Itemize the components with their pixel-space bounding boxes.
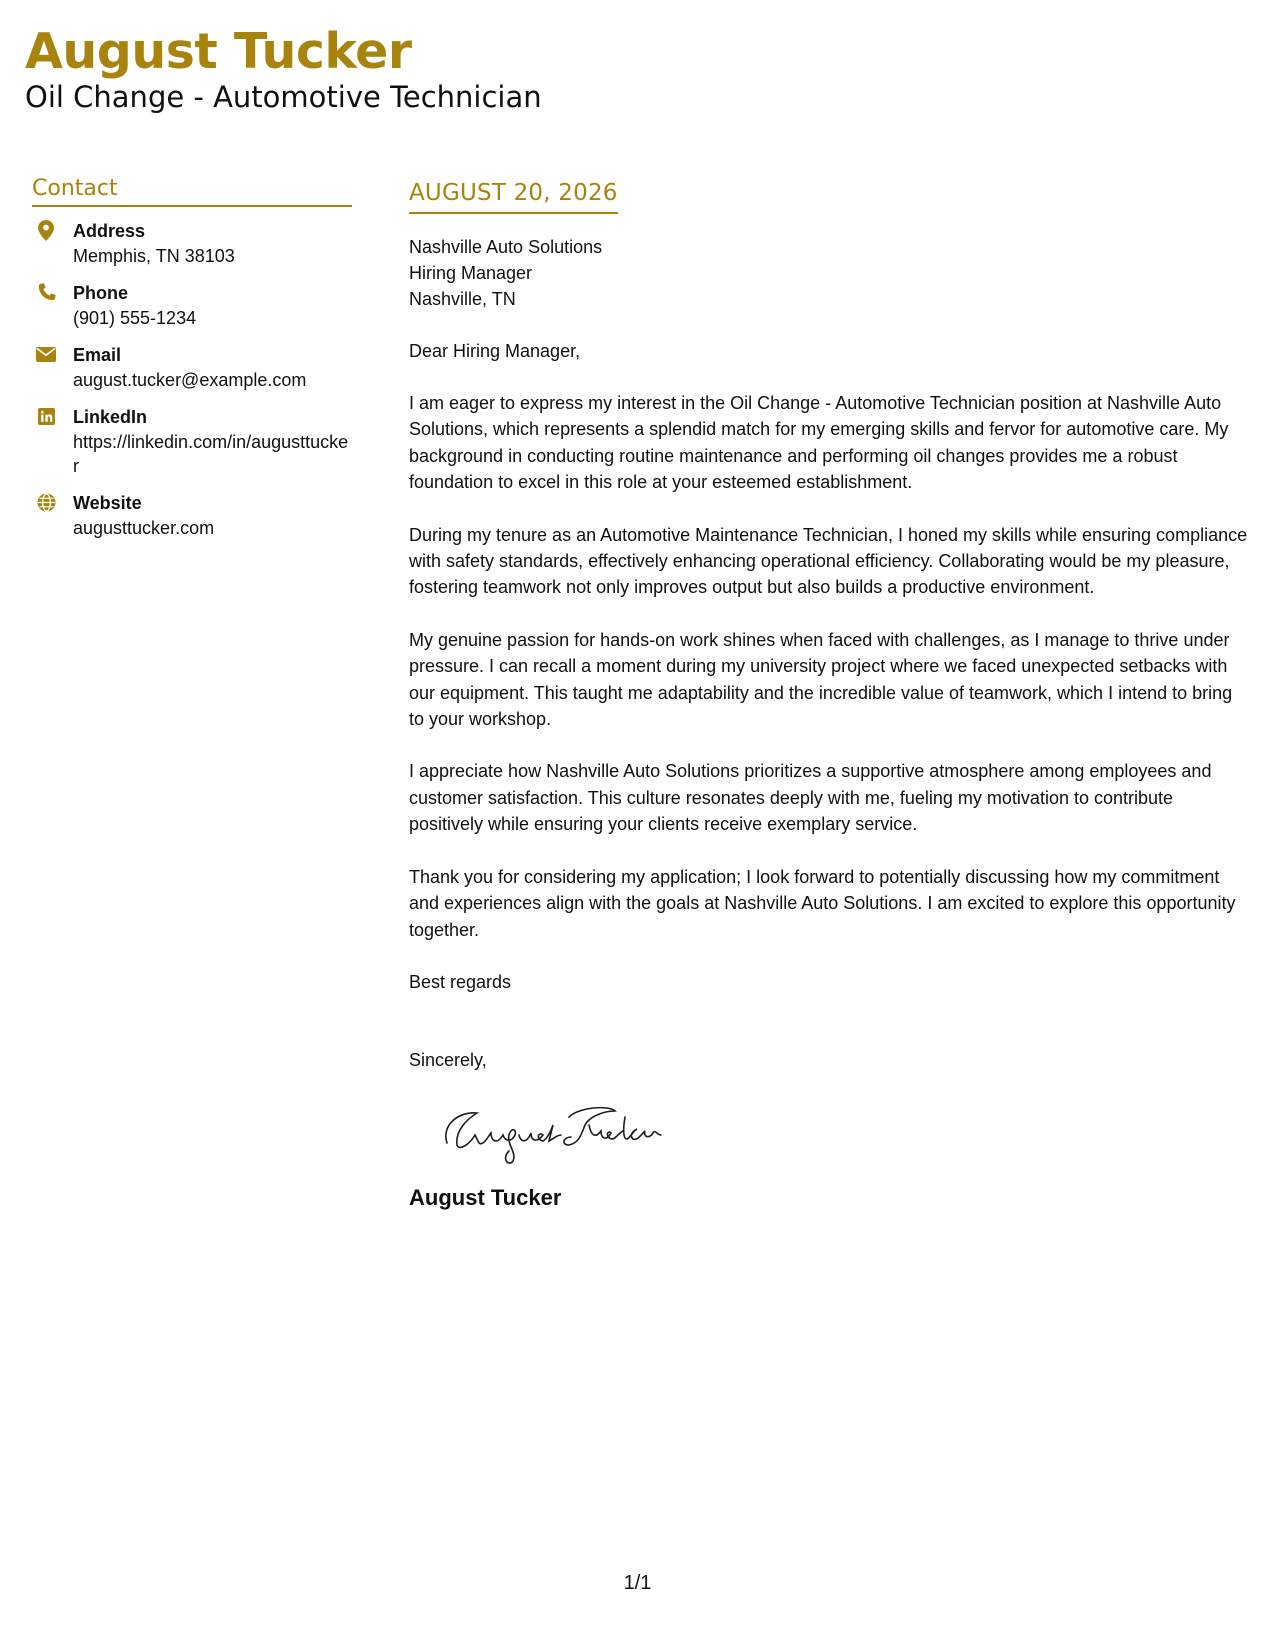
contact-item-phone xyxy=(32,281,352,330)
body-paragraph: Thank you for considering my application; I look forward to potentially discussing how my commitment and experiences align with the goals at Nashville Auto Solutions. I am excited to explore this opportunity together. xyxy=(409,866,1236,940)
body-paragraph: During my tenure as an Automotive Maintenance Technician, I honed my skills while ensuring compliance with safety standards, effectively enhancing operational efficiency. Collaborating would be my pleasure, fostering teamwork not only improves output but also builds a productive environment. xyxy=(409,524,1248,598)
contact-section-title: Contact xyxy=(32,176,352,207)
phone-value: (901) 555-1234 xyxy=(73,308,197,328)
recipient-company: Nashville Auto Solutions xyxy=(409,237,603,257)
contact-item-email xyxy=(32,343,352,392)
page-number: 1/1 xyxy=(623,1572,652,1594)
globe-icon xyxy=(35,491,57,513)
linkedin-icon xyxy=(35,405,57,427)
applicant-name: August Tucker xyxy=(25,23,412,80)
body-paragraph: I am eager to express my interest in the Oil Change - Automotive Technician position at Nashville Auto Solutions, which represents a splendid match for my emerging skills and fervor for automotive care. My background in conducting routine maintenance and performing oil changes provides me a robust foundation to excel in this role at your esteemed establishment. xyxy=(409,393,1229,493)
closing-line: Best regards xyxy=(409,971,512,992)
recipient-location: Nashville, TN xyxy=(409,289,516,309)
email-value[interactable]: august.tucker@example.com xyxy=(73,370,307,390)
contact-label: Address xyxy=(73,221,146,241)
job-title: Oil Change - Automotive Technician xyxy=(25,80,542,114)
contact-label: Phone xyxy=(73,283,129,303)
recipient-title: Hiring Manager xyxy=(409,263,533,283)
body-paragraph: I appreciate how Nashville Auto Solutions prioritizes a supportive atmosphere among employees and customer satisfaction. This culture resonates deeply with me, fueling my motivation to contribute positively while ensuring your clients receive exemplary service. xyxy=(409,761,1212,835)
phone-icon xyxy=(35,281,57,303)
linkedin-value[interactable]: https://linkedin.com/in/augusttucker xyxy=(73,432,349,476)
contact-label: Email xyxy=(73,345,122,365)
letter-date: AUGUST 20, 2026 xyxy=(409,180,618,214)
contact-item-website xyxy=(32,491,352,540)
contact-label: LinkedIn xyxy=(73,407,148,427)
letter-header xyxy=(25,24,542,114)
envelope-icon xyxy=(35,343,57,365)
salutation: Dear Hiring Manager, xyxy=(409,341,581,361)
signer-name: August Tucker xyxy=(409,1184,562,1210)
map-pin-icon xyxy=(35,219,57,241)
contact-label: Website xyxy=(73,493,142,513)
contact-item-linkedin xyxy=(32,405,352,478)
recipient-block xyxy=(409,234,1249,312)
handwritten-signature xyxy=(419,1095,679,1165)
letter-body xyxy=(409,180,1249,1212)
contact-item-address xyxy=(32,219,352,268)
body-paragraph: My genuine passion for hands-on work shines when faced with challenges, as I manage to thrive under pressure. I can recall a moment during my university project where we faced unexpected setbacks with our equipment. This taught me adaptability and the incredible value of teamwork, which I intend to bring to your workshop. xyxy=(409,629,1233,730)
sign-off: Sincerely, xyxy=(409,1049,487,1070)
address-value: Memphis, TN 38103 xyxy=(73,246,235,266)
website-value[interactable]: augusttucker.com xyxy=(73,518,215,538)
contact-sidebar xyxy=(32,176,352,553)
